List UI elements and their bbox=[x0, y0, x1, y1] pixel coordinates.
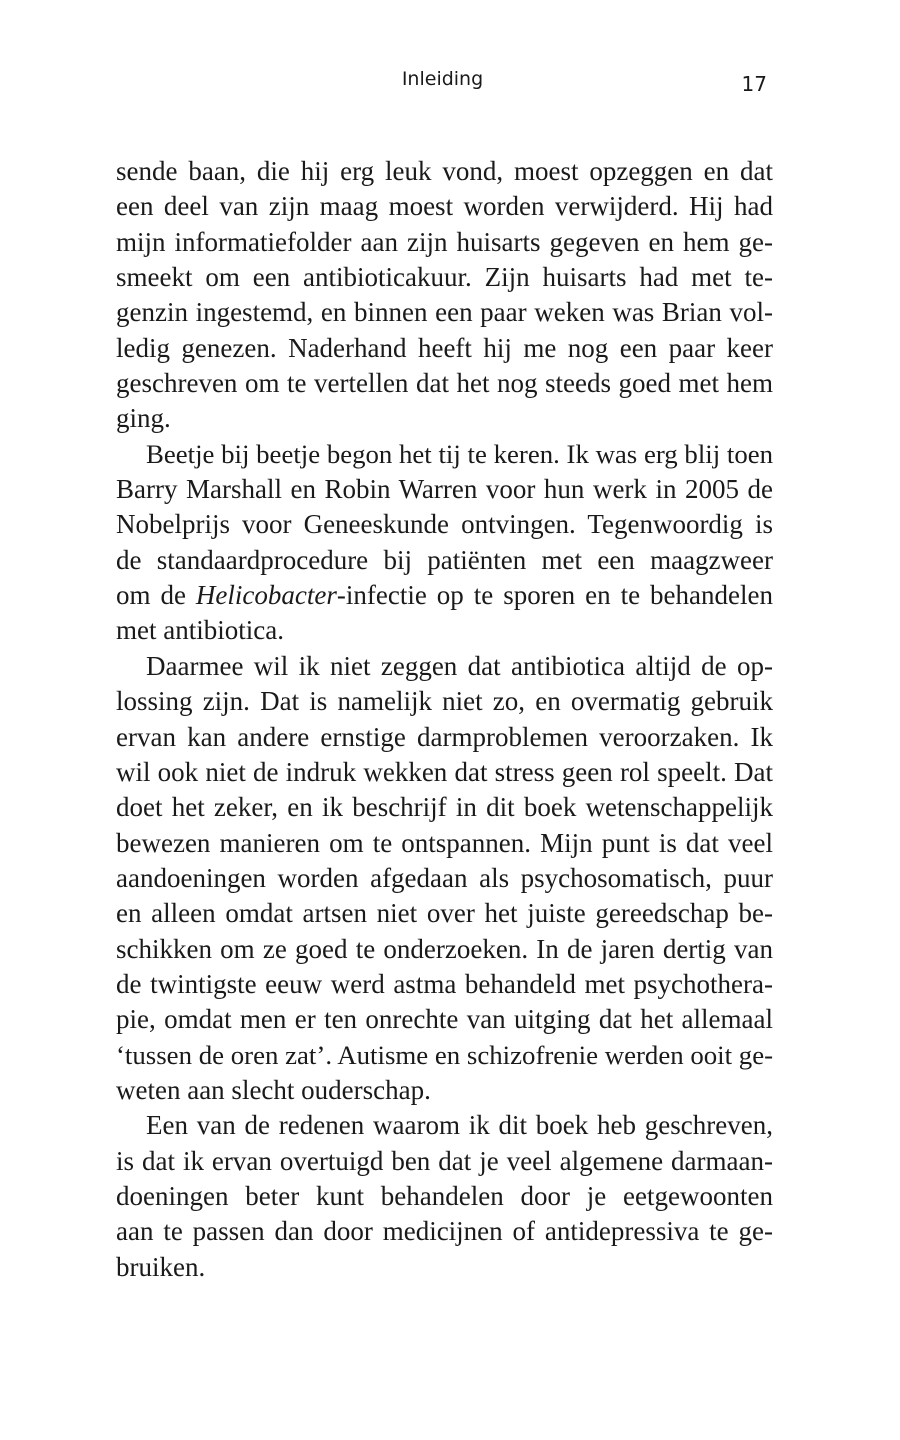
text-line: bruiken. bbox=[116, 1251, 206, 1282]
text-line: schikken om ze goed te onderzoeken. In de jaren dertig van bbox=[116, 933, 773, 964]
page-header bbox=[0, 66, 900, 98]
text-line: bewezen manieren om te ontspannen. Mijn punt is dat veel bbox=[116, 827, 773, 858]
paragraph-4 bbox=[116, 1108, 773, 1285]
text-line: Beetje bij beetje begon het tij te keren. Ik was erg blij toen bbox=[146, 438, 773, 469]
text-line: de twintigste eeuw werd astma behandeld met psychothera- bbox=[116, 968, 773, 999]
text-line: en alleen omdat artsen niet over het juiste gereedschap be- bbox=[116, 898, 773, 929]
text-line: ervan kan andere ernstige darmproblemen veroorzaken. Ik bbox=[116, 721, 773, 752]
text-line: genzin ingestemd, en binnen een paar weken was Brian vol- bbox=[116, 297, 773, 328]
text-line: pie, omdat men er ten onrechte van uitging dat het allemaal bbox=[116, 1004, 773, 1035]
text-line: lossing zijn. Dat is namelijk niet zo, en overmatig gebruik bbox=[116, 686, 773, 717]
text-line: ‘tussen de oren zat’. Autisme en schizofrenie werden ooit ge- bbox=[116, 1039, 774, 1070]
text-line: ging. bbox=[116, 403, 171, 434]
italic-term: Helicobacter bbox=[195, 580, 337, 611]
text-line: mijn informatiefolder aan zijn huisarts gegeven en hem ge- bbox=[116, 226, 773, 257]
text-line-with-italic bbox=[116, 578, 773, 613]
text-line: wil ook niet de indruk wekken dat stress geen rol speelt. Dat bbox=[116, 756, 773, 787]
text-line: doeningen beter kunt behandelen door je eetgewoonten bbox=[116, 1180, 773, 1211]
paragraph-2 bbox=[116, 437, 773, 649]
paragraph-1 bbox=[116, 154, 773, 437]
text-line: geschreven om te vertellen dat het nog steeds goed met hem bbox=[116, 368, 773, 399]
text-line: de standaardprocedure bij patiënten met een maagzweer bbox=[116, 544, 773, 575]
text-line: Barry Marshall en Robin Warren voor hun werk in 2005 de bbox=[116, 474, 773, 505]
text-fragment: om de bbox=[116, 580, 196, 611]
text-fragment: -infectie op te sporen en te behandelen bbox=[336, 580, 773, 611]
text-line: weten aan slecht ouderschap. bbox=[116, 1074, 431, 1105]
text-line: Nobelprijs voor Geneeskunde ontvingen. Tegenwoordig is bbox=[116, 509, 773, 540]
text-line: met antibiotica. bbox=[116, 615, 284, 646]
text-line: is dat ik ervan overtuigd ben dat je veel algemene darmaan- bbox=[116, 1145, 773, 1176]
text-line: een deel van zijn maag moest worden verwijderd. Hij had bbox=[116, 191, 773, 222]
paragraph-3 bbox=[116, 649, 773, 1108]
text-line: doet het zeker, en ik beschrijf in dit boek wetenschappelijk bbox=[116, 792, 773, 823]
text-line: ledig genezen. Naderhand heeft hij me nog een paar keer bbox=[116, 332, 773, 363]
body-text bbox=[116, 154, 773, 1285]
text-line: aan te passen dan door medicijnen of antidepressiva te ge- bbox=[116, 1216, 773, 1247]
text-line: aandoeningen worden afgedaan als psychosomatisch, puur bbox=[116, 862, 773, 893]
text-line: Daarmee wil ik niet zeggen dat antibiotica altijd de op- bbox=[146, 650, 773, 681]
text-line: smeekt om een antibioticakuur. Zijn huisarts had met te- bbox=[116, 262, 773, 293]
running-title: Inleiding bbox=[401, 68, 484, 90]
text-line: Een van de redenen waarom ik dit boek heb geschreven, bbox=[146, 1110, 773, 1141]
text-line: sende baan, die hij erg leuk vond, moest opzeggen en dat bbox=[116, 156, 773, 186]
page-number: 17 bbox=[741, 72, 767, 96]
